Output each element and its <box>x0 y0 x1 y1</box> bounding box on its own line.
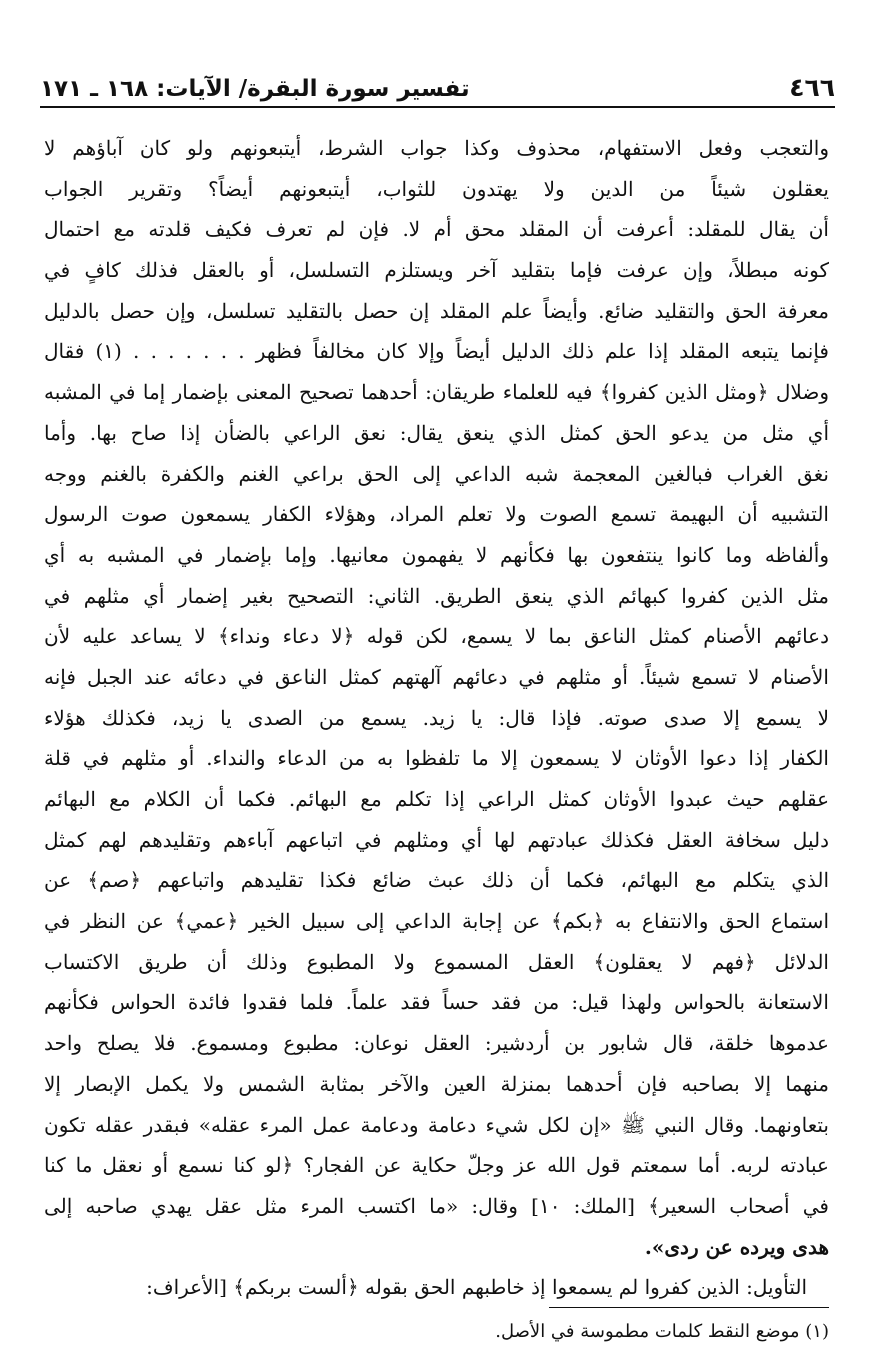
text-line: معرفة الحق والتقليد ضائع. وأيضاً علم المقلد إن حصل بالتقليد تسلسل، وإن حصل بالدليل <box>44 298 829 323</box>
text-line: نغق الغراب فبالغين المعجمة شبه الداعي إلى الحق براعي الغنم والكفرة بالغنم ووجه <box>44 461 829 486</box>
text-line: أي مثل من يدعو الحق كمثل الذي ينعق يقال: نعق الراعي بالضأن إذا صاح بها. وأما <box>44 420 829 445</box>
text-line: وضلال ﴿ومثل الذين كفروا﴾ فيه للعلماء طريقان: أحدهما تصحيح المعنى بإضمار إما في المشبه <box>44 380 829 405</box>
text-line: الذي يتكلم مع البهائم، فكما أن ذلك عبث ضائع فكذا تقليدهم واتباعهم ﴿صم﴾ عن <box>44 868 829 893</box>
text-line: مثل الذين كفروا كبهائم الذي ينعق الطريق. الثاني: التصحيح بغير إضمار أي مثلهم في <box>44 583 829 608</box>
text-line: منهما إلا بصاحبه فإن أحدهما بمنزلة العين والآخر بمثابة الشمس ولا يكمل الإبصار إلا <box>44 1071 829 1096</box>
text-line: لا يسمع إلا صدى صوته. فإذا قال: يا زيد. يسمع من الصدى يا زيد، فكذلك هؤلاء <box>44 705 829 730</box>
text-line: الكفار إذا دعوا الأوثان لا يسمعون إلا ما تلفظوا به من الدعاء والنداء. أو مثلهم في قلة <box>44 746 829 771</box>
text-line: هدى ويرده عن ردى». <box>644 1234 829 1259</box>
footnote-divider <box>549 1307 829 1308</box>
text-line: وألفاظه وما كانوا ينتفعون بها فكأنهم لا يفهمون معانيها. وإما بإضمار في المشبه به أي <box>44 542 829 567</box>
text-line: استماع الحق والانتفاع به ﴿بكم﴾ عن إجابة الداعي إلى سبيل الخير ﴿عمي﴾ عن النظر في <box>44 909 829 934</box>
page-number: ٤٦٦ <box>789 73 835 102</box>
text-line: عدموها خلقة، قال شابور بن أردشير: العقل نوعان: مطبوع ومسموع. فلا يصلح واحد <box>44 1031 829 1056</box>
text-line: والتعجب وفعل الاستفهام، محذوف وكذا جواب الشرط، أيتبعونهم ولو كان آباؤهم لا <box>44 136 829 160</box>
text-line: في أصحاب السعير﴾ [الملك: ١٠] وقال: «ما اكتسب المرء مثل عقل يهدي صاحبه إلى <box>44 1193 829 1218</box>
text-line: التشبيه أن البهيمة تسمع الصوت ولا تعلم المراد، وهؤلاء الكفار يسمعون صوت الرسول <box>44 502 829 527</box>
text-line: الدلائل ﴿فهم لا يعقلون﴾ العقل المسموع ولا المطبوع وذلك أن طريق الاكتساب <box>44 949 829 974</box>
page-header <box>40 68 835 108</box>
text-line: يعقلون شيئاً من الدين ولا يهتدون للثواب، أيتبعونهم أيضاً؟ وتقرير الجواب <box>44 176 829 201</box>
text-line: فإنما يتبعه المقلد إذا علم ذلك الدليل أيضاً وإلا كان مخالفاً فظهر . . . . . . . (١) فقال <box>44 339 829 364</box>
text-line: التأويل: الذين كفروا لم يسمعوا إذ خاطبهم الحق بقوله ﴿ألست بربكم﴾ [الأعراف: <box>146 1275 807 1300</box>
text-line: بتعاونهما. وقال النبي ﷺ «إن لكل شيء دعامة ودعامة عمل المرء عقله» فبقدر عقله تكون <box>44 1112 829 1137</box>
text-line: دعائهم الأصنام كمثل الناعق بما لا يسمع، لكن قوله ﴿لا دعاء ونداء﴾ لا يساعد عليه لأن <box>44 624 829 649</box>
text-line: عقلهم حيث عبدوا الأوثان كمثل الراعي إذا تكلم مع البهائم. فكما أن الكلام مع البهائم <box>44 787 829 811</box>
body-text <box>44 128 829 1308</box>
footnote: (١) موضع النقط كلمات مطموسة في الأصل. <box>495 1321 829 1342</box>
text-line: الأصنام لا تسمع شيئاً. أو مثلهم في دعائهم آلهتهم كمثل الناعق في دعائه عند الجبل فإنه <box>44 664 829 689</box>
text-line: دليل سخافة العقل فكذلك عبادتهم لها أي ومثلهم في اتباعهم آباءهم وتقليدهم لهم كمثل <box>44 827 829 852</box>
text-line: الاستعانة بالحواس ولهذا قيل: من فقد حساً فقد علماً. فلما فقدوا فائدة الحواس فكأنهم <box>44 990 829 1015</box>
text-line: عبادته لربه. أما سمعتم قول الله عز وجلّ حكاية عن الفجار؟ ﴿لو كنا نسمع أو نعقل ما كنا <box>44 1153 829 1178</box>
text-line: كونه مبطلاً، وإن عرفت فإما بتقليد آخر ويستلزم التسلسل، أو بالعقل فذلك كافٍ في <box>44 258 829 283</box>
text-line: أن يقال للمقلد: أعرفت أن المقلد محق أم لا. فإن لم تعرف فكيف قلدته مع احتمال <box>44 217 829 242</box>
running-title: تفسير سورة البقرة/ الآيات: ١٦٨ ـ ١٧١ <box>40 76 470 102</box>
